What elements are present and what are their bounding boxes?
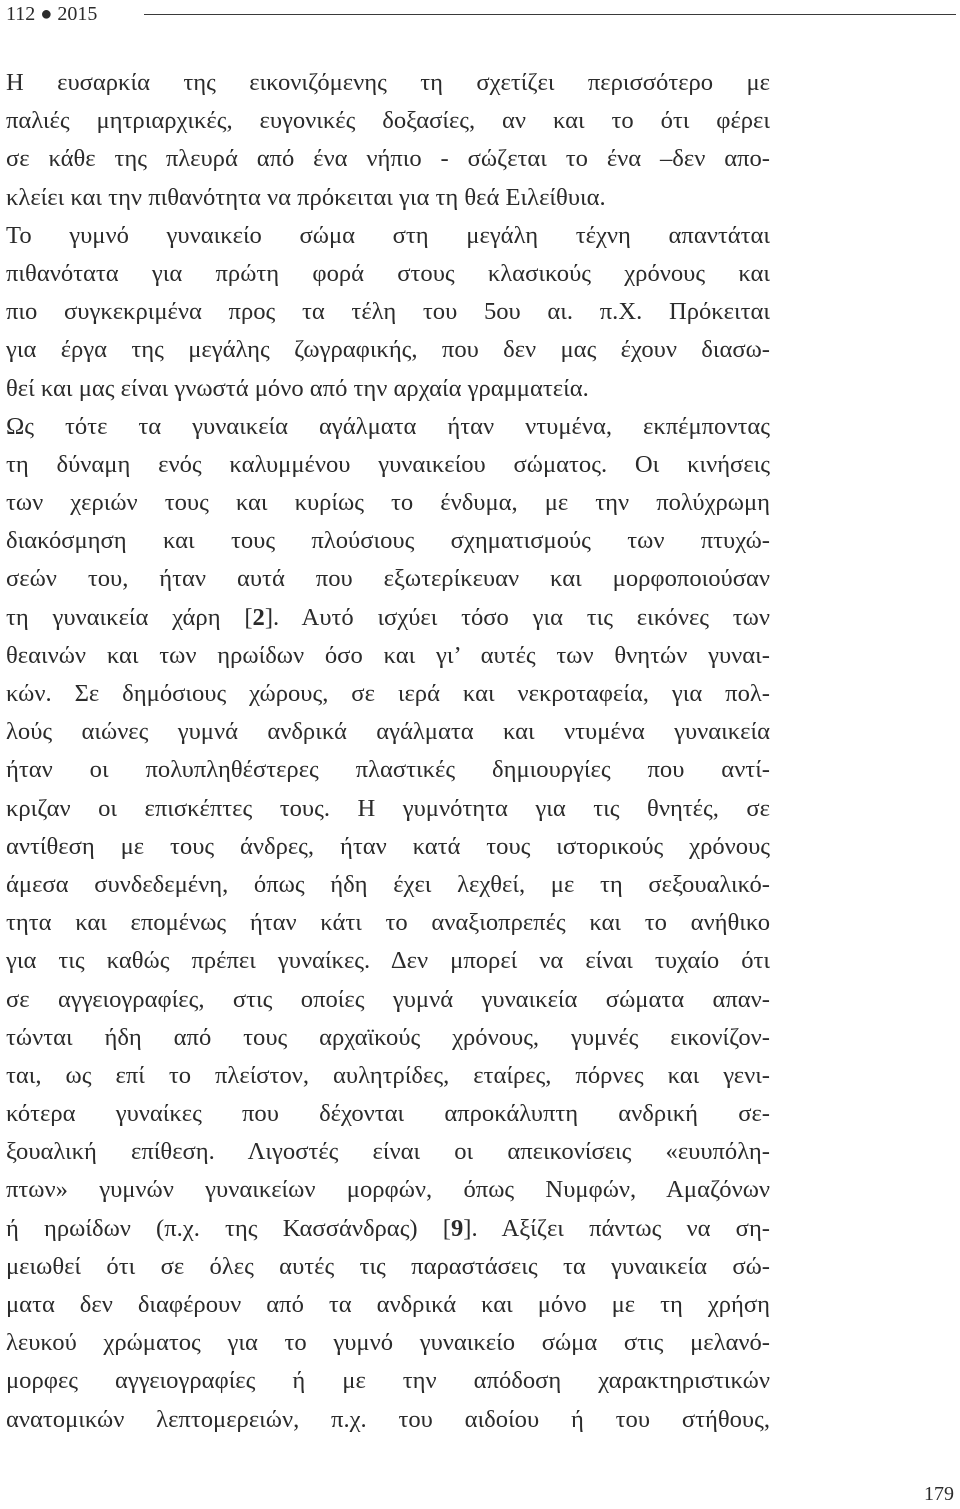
text-line: παλιές μητριαρχικές, ευγονικές δοξασίες, αν και το ότι φέρει bbox=[6, 107, 770, 135]
text-line: κότερα γυναίκες που δέχονται απροκάλυπτη ανδρική σε- bbox=[6, 1100, 770, 1128]
text-line: αντίθεση με τους άνδρες, ήταν κατά τους ιστορικούς χρόνους bbox=[6, 832, 770, 860]
text-line: των χεριών τους και κυρίως το ένδυμα, με την πολύχρωμη bbox=[6, 489, 770, 517]
citation-reference: 2 bbox=[252, 603, 265, 631]
text-line: Το γυμνό γυναικείο σώμα στη μεγάλη τέχνη απαντάται bbox=[6, 221, 770, 249]
text-segment: ]. Αυτό ισχύει τόσο για τις εικόνες των bbox=[264, 603, 770, 631]
header-rule bbox=[144, 14, 956, 15]
text-line: πιο συγκεκριμένα προς τα τέλη του 5ου αι. π.Χ. Πρόκειται bbox=[6, 298, 770, 326]
text-line: ται, ως επί το πλείστον, αυλητρίδες, εταίρες, πόρνες και γενι- bbox=[6, 1061, 770, 1089]
text-line: κών. Σε δημόσιους χώρους, σε ιερά και νεκροταφεία, για πολ- bbox=[6, 680, 770, 707]
text-line: σε αγγειογραφίες, στις οποίες γυμνά γυναικεία σώματα απαν- bbox=[6, 985, 770, 1013]
text-line: για έργα της μεγάλης ζωγραφικής, που δεν μας έχουν διασω- bbox=[6, 336, 770, 364]
text-line: διακόσμηση και τους πλούσιους σχηματισμούς των πτυχώ- bbox=[6, 527, 770, 555]
text-line: σεών του, ήταν αυτά που εξωτερίκευαν και μορφοποιούσαν bbox=[6, 565, 770, 593]
citation-reference: 9 bbox=[451, 1214, 464, 1242]
text-line: τώνται ήδη από τους αρχαϊκούς χρόνους, γυμνές εικονίζον- bbox=[6, 1023, 770, 1051]
text-line: σε κάθε της πλευρά από ένα νήπιο - σώζεται το ένα –δεν απο- bbox=[6, 145, 770, 173]
text-line: πιθανότατα για πρώτη φορά στους κλασικούς χρόνους και bbox=[6, 259, 770, 287]
text-line bbox=[6, 599, 770, 637]
header-page-year: 112 ● 2015 bbox=[6, 3, 98, 25]
text-line: μορφες αγγειογραφίες ή με την απόδοση χαρακτηριστικών bbox=[6, 1367, 770, 1395]
page-number: 179 bbox=[924, 1483, 954, 1505]
text-line: τητα και επομένως ήταν κάτι το αναξιοπρεπές και το ανήθικο bbox=[6, 909, 770, 937]
text-line: λούς αιώνες γυμνά ανδρικά αγάλματα και ντυμένα γυναικεία bbox=[6, 718, 770, 746]
text-line: πτων» γυμνών γυναικείων μορφών, όπως Νυμφών, Αμαζόνων bbox=[6, 1176, 770, 1204]
text-line: Η ευσαρκία της εικονιζόμενης τη σχετίζει περισσότερο με bbox=[6, 69, 770, 96]
text-line: Ως τότε τα γυναικεία αγάλματα ήταν ντυμένα, εκπέμποντας bbox=[6, 412, 770, 440]
text-line: κλείει και την πιθανότητα να πρόκειται για τη θεά Ειλείθυια. bbox=[6, 183, 606, 211]
text-segment: ή ηρωίδων (π.χ. της Κασσάνδρας) [ bbox=[6, 1214, 451, 1242]
text-line: ματα δεν διαφέρουν από τα ανδρικά και μόνο με τη χρήση bbox=[6, 1291, 770, 1318]
text-line: ανατομικών λεπτομερειών, π.χ. του αιδοίου ή του στήθους, bbox=[6, 1405, 770, 1433]
body-text bbox=[6, 64, 770, 1439]
text-line bbox=[6, 1210, 770, 1248]
text-line: θεαινών και των ηρωίδων όσο και γι’ αυτές των θνητών γυναι- bbox=[6, 641, 770, 669]
text-line: θεί και μας είναι γνωστά μόνο από την αρχαία γραμματεία. bbox=[6, 374, 589, 402]
text-line: άμεσα συνδεδεμένη, όπως ήδη έχει λεχθεί, με τη σεξουαλικό- bbox=[6, 870, 770, 898]
text-line: κριζαν οι επισκέπτες τους. Η γυμνότητα για τις θνητές, σε bbox=[6, 794, 770, 822]
text-segment: ]. Αξίζει πάντως να ση- bbox=[463, 1214, 770, 1242]
text-line: τη δύναμη ενός καλυμμένου γυναικείου σώματος. Οι κινήσεις bbox=[6, 450, 770, 478]
text-segment: τη γυναικεία χάρη [ bbox=[6, 603, 253, 631]
text-line: για τις καθώς πρέπει γυναίκες. Δεν μπορεί να είναι τυχαίο ότι bbox=[6, 947, 770, 975]
text-line: ήταν οι πολυπληθέστερες πλαστικές δημιουργίες που αντί- bbox=[6, 756, 770, 784]
text-line: ξουαλική επίθεση. Λιγοστές είναι οι απεικονίσεις «ευυπόλη- bbox=[6, 1138, 770, 1166]
text-line: μειωθεί ότι σε όλες αυτές τις παραστάσεις τα γυναικεία σώ- bbox=[6, 1252, 770, 1280]
text-line: λευκού χρώματος για το γυμνό γυναικείο σώμα στις μελανό- bbox=[6, 1329, 770, 1357]
running-header bbox=[6, 0, 956, 32]
